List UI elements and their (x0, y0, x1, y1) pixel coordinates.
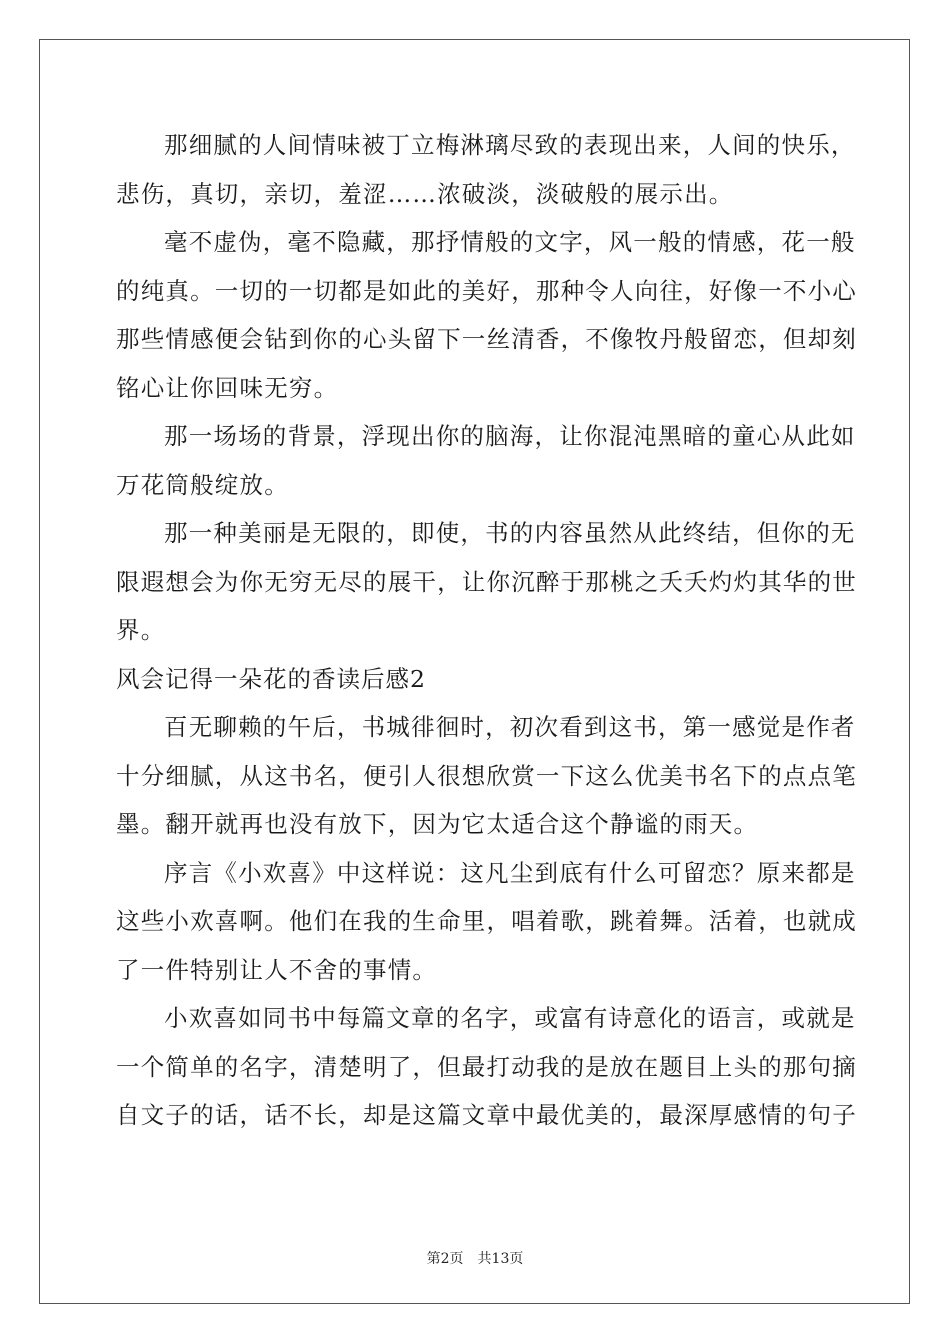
text-line: 万花筒般绽放。 (116, 470, 289, 499)
text-line: 墨。翻开就再也没有放下，因为它太适合这个静谧的雨天。 (116, 810, 759, 838)
text-line: 十分细腻，从这书名，便引人很想欣赏一下这么优美书名下的点点笔 (116, 761, 857, 790)
text-line: 限遐想会为你无穷无尽的展干，让你沉醉于那桃之夭夭灼灼其华的世 (116, 567, 857, 596)
text-line: 铭心让你回味无穷。 (116, 373, 339, 402)
text-line: 那些情感便会钻到你的心头留下一丝清香，不像牧丹般留恋，但却刻 (116, 325, 857, 353)
text-line: 小欢喜如同书中每篇文章的名字，或富有诗意化的语言，或就是 (164, 1004, 856, 1032)
page-total: 共13页 (477, 1251, 524, 1267)
page-number: 第2页 (426, 1251, 464, 1267)
page-footer (0, 1248, 950, 1268)
text-line: 百无聊赖的午后，书城徘徊时，初次看到这书，第一感觉是作者 (164, 713, 856, 741)
text-line: 界。 (116, 616, 166, 644)
text-line: 那细腻的人间情味被丁立梅淋璃尽致的表现出来，人间的快乐， (164, 131, 856, 159)
section-heading: 风会记得一朵花的香读后感2 (116, 664, 426, 693)
text-line: 悲伤，真切，亲切，羞涩……浓破淡，淡破般的展示出。 (116, 179, 734, 208)
text-line: 的纯真。一切的一切都是如此的美好，那种令人向往，好像一不小心 (116, 276, 857, 305)
text-line: 这些小欢喜啊。他们在我的生命里，唱着歌，跳着舞。活着，也就成 (116, 907, 857, 935)
text-line: 毫不虚伪，毫不隐藏，那抒情般的文字，风一般的情感，花一般 (164, 228, 856, 256)
text-line: 序言《小欢喜》中这样说：这凡尘到底有什么可留恋？原来都是 (164, 858, 856, 887)
text-line: 一个简单的名字，清楚明了，但最打动我的是放在题目上头的那句摘 (116, 1052, 857, 1081)
text-line: 那一种美丽是无限的，即使，书的内容虽然从此终结，但你的无 (164, 519, 856, 547)
text-line: 了一件特别让人不舍的事情。 (116, 955, 438, 984)
text-line: 自文子的话，话不长，却是这篇文章中最优美的，最深厚感情的句子 (116, 1101, 857, 1129)
text-line: 那一场场的背景，浮现出你的脑海，让你混沌黑暗的童心从此如 (164, 422, 856, 450)
document-body (116, 121, 857, 1140)
